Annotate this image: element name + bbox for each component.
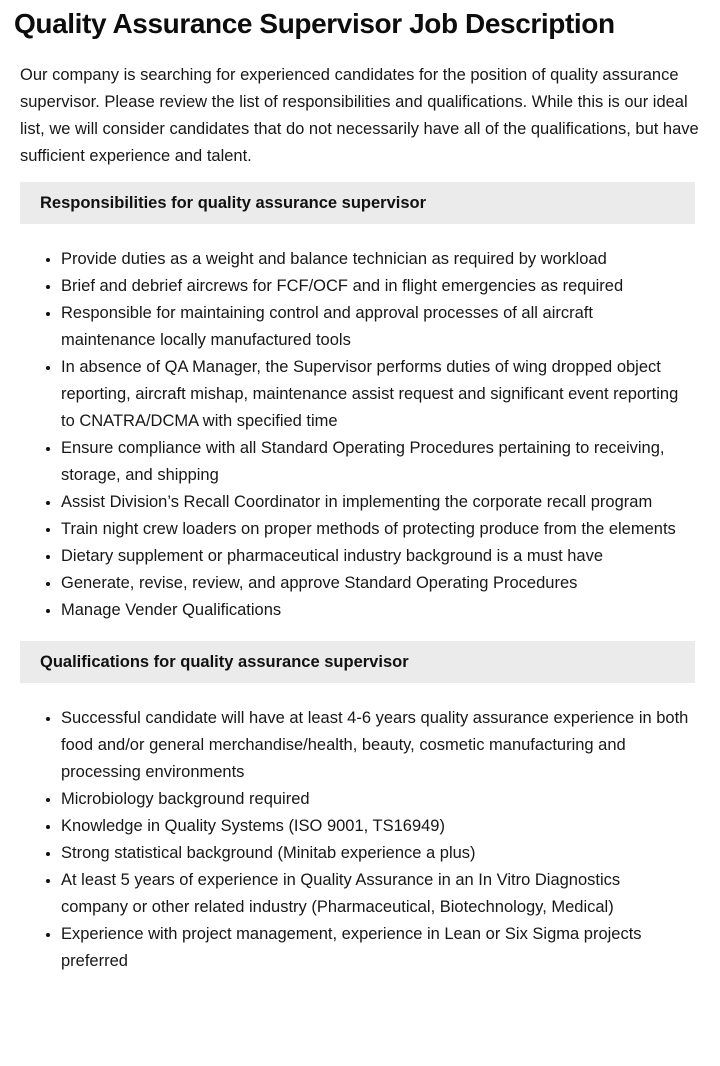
list-item: • Knowledge in Quality Systems (ISO 9001, TS16949): [61, 813, 691, 840]
list-item: • Ensure compliance with all Standard Operating Procedures pertaining to receiving, storage, and shipping: [61, 435, 691, 489]
responsibilities-list: [0, 246, 691, 624]
page-title: Quality Assurance Supervisor Job Description: [14, 8, 615, 39]
list-item: • Assist Division’s Recall Coordinator in implementing the corporate recall program: [61, 489, 691, 516]
list-item: • Dietary supplement or pharmaceutical industry background is a must have: [61, 543, 691, 570]
list-item: • Generate, revise, review, and approve Standard Operating Procedures: [61, 570, 691, 597]
list-item: • Provide duties as a weight and balance technician as required by workload: [61, 246, 691, 273]
list-item: • Experience with project management, experience in Lean or Six Sigma projects preferred: [61, 921, 691, 975]
list-item: • Brief and debrief aircrews for FCF/OCF and in flight emergencies as required: [61, 273, 691, 300]
list-item: • Manage Vender Qualifications: [61, 597, 691, 624]
list-item: • At least 5 years of experience in Quality Assurance in an In Vitro Diagnostics company or other related industry (Pharmaceutical, Biotechnology, Medical): [61, 867, 691, 921]
section-qualifications: [0, 641, 720, 975]
list-item: • Successful candidate will have at least 4-6 years quality assurance experience in both food and/or general merchandise/health, beauty, cosmetic manufacturing and processing environments: [61, 705, 691, 786]
list-item: • Train night crew loaders on proper methods of protecting produce from the elements: [61, 516, 691, 543]
job-description-page: [0, 9, 720, 1066]
qualifications-list: [0, 705, 691, 975]
intro-paragraph: Our company is searching for experienced candidates for the position of quality assurance supervisor. Please review the list of responsibilities and qualifications. While this is our ideal list, we will consider candidates that do not necessarily have all of the qualifications, but have sufficient experience and talent.: [20, 66, 699, 165]
responsibilities-section-heading: Responsibilities for quality assurance supervisor: [20, 182, 695, 224]
list-item: • Strong statistical background (Minitab experience a plus): [61, 840, 691, 867]
list-item: • Microbiology background required: [61, 786, 691, 813]
list-item: • Responsible for maintaining control and approval processes of all aircraft maintenance locally manufactured tools: [61, 300, 691, 354]
section-responsibilities: [0, 182, 720, 624]
list-item: • In absence of QA Manager, the Supervisor performs duties of wing dropped object reporting, aircraft mishap, maintenance assist request and significant event reporting to CNATRA/DCMA with specified time: [61, 354, 691, 435]
qualifications-section-heading: Qualifications for quality assurance supervisor: [20, 641, 695, 683]
